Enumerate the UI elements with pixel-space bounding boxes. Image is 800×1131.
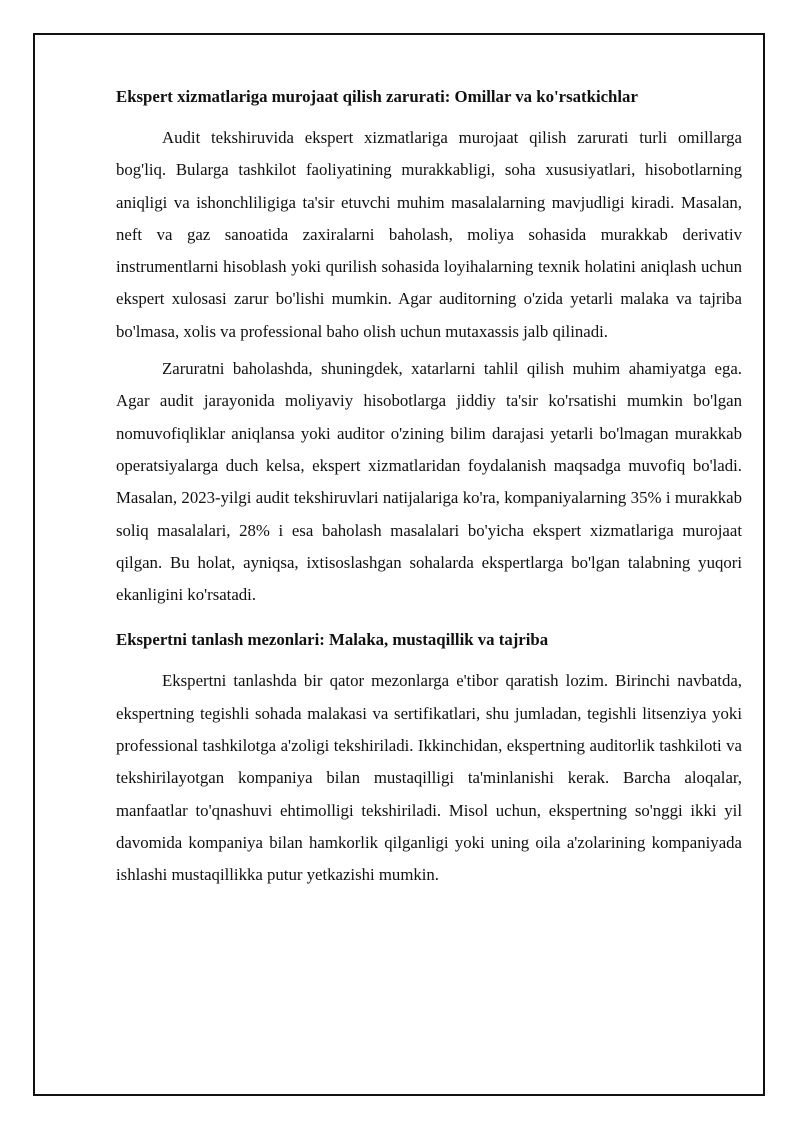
section-heading-selection-criteria: Ekspertni tanlash mezonlari: Malaka, mustaqillik va tajriba — [116, 630, 549, 650]
document-body — [116, 86, 742, 892]
paragraph-risk-assessment: Zaruratni baholashda, shuningdek, xatarlarni tahlil qilish muhim ahamiyatga ega. Agar audit jarayonida moliyaviy hisobotlarga jiddiy ta'sir ko'rsatishi mumkin bo'lgan nomuvofiqliklar aniqlansa yoki auditor o'zining bilim darajasi yetarli bo'lmagan murakkab operatsiyalarga duch kelsa, ekspert xizmatlaridan foydalanish maqsadga muvofiq bo'ladi. Masalan, 2023-yilgi audit tekshiruvlari natijalariga ko'ra, kompaniyalarning 35% i murakkab soliq masalalari, 28% i esa baholash masalalari bo'yicha ekspert xizmatlariga murojaat qilgan. Bu holat, ayniqsa, ixtisoslashgan sohalarda ekspertlarga bo'lgan talabning yuqori ekanligini ko'rsatadi. — [116, 359, 742, 605]
paragraph-expert-need-factors: Audit tekshiruvida ekspert xizmatlariga murojaat qilish zarurati turli omillarga bog'liq. Bularga tashkilot faoliyatining murakkabligi, soha xususiyatlari, hisobotlarning aniqligi va ishonchliligiga ta'sir etuvchi muhim masalalarning mavjudligi kiradi. Masalan, neft va gaz sanoatida zaxiralarni baholash, moliya sohasida murakkab derivativ instrumentlarni hisoblash yoki qurilish sohasida loyihalarning texnik holatini aniqlash uchun ekspert xulosasi zarur bo'lishi mumkin. Agar auditorning o'zida yetarli malaka va tajriba bo'lmasa, xolis va professional baho olish uchun mutaxassis jalb qilinadi. — [116, 128, 742, 341]
paragraph-selection-criteria: Ekspertni tanlashda bir qator mezonlarga e'tibor qaratish lozim. Birinchi navbatda, ekspertning tegishli sohada malakasi va sertifikatlari, shu jumladan, tegishli litsenziya yoki professional tashkilotga a'zoligi tekshiriladi. Ikkinchidan, ekspertning auditorlik tashkiloti va tekshirilayotgan kompaniya bilan mustaqilligi ta'minlanishi kerak. Barcha aloqalar, manfaatlar to'qnashuvi ehtimolligi tekshiriladi. Misol uchun, ekspertning so'nggi ikki yil davomida kompaniya bilan hamkorlik qilganligi yoki uning oila a'zolarining kompaniyada ishlashi mustaqillikka putur yetkazishi mumkin. — [116, 671, 742, 885]
section-heading-expert-need: Ekspert xizmatlariga murojaat qilish zarurati: Omillar va ko'rsatkichlar — [116, 87, 638, 106]
